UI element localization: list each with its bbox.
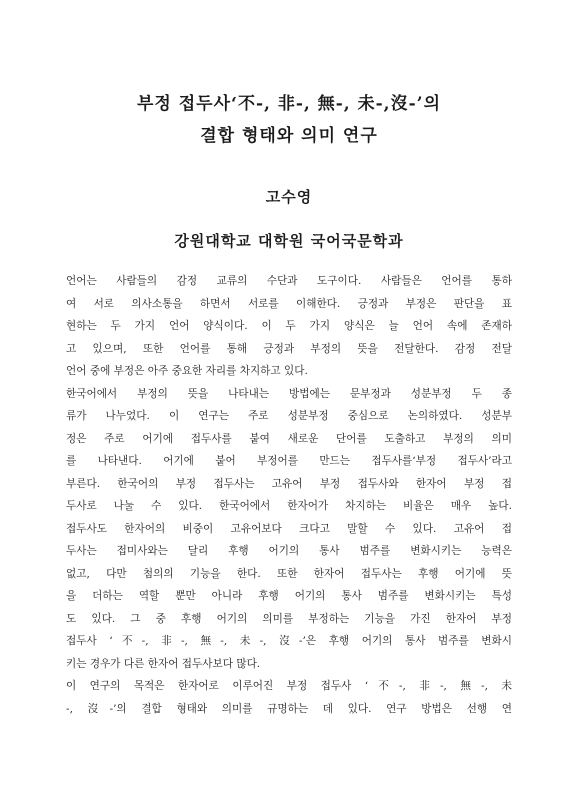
abstract-line: 이 연구의 목적은 한자어로 이루어진 부정 접두사 ‘不-, 非-, 無-, 未 — [66, 680, 512, 692]
abstract-line: 키는 경우가 다른 한자어 접두사보다 많다. — [66, 657, 261, 670]
abstract-line: 정은 주로 어기에 접두사를 붙여 새로운 단어를 도출하고 부정의 의미 — [66, 432, 512, 445]
abstract-line: 두사는 접미사와는 달리 후행 어기의 통사 범주를 변화시키는 능력은 — [66, 545, 512, 557]
abstract-line: 없고, 다만 첨의의 기능을 한다. 또한 한자어 접두사는 후행 어기에 뜻 — [66, 567, 512, 580]
abstract-line: 를 나타낸다. 어기에 붙어 부정어를 만드는 접두사를‘부정 접두사’라고 — [66, 455, 512, 467]
abstract-line: 을 더하는 역할 뿐만 아니라 후행 어기의 통사 범주를 변화시키는 특성 — [66, 590, 512, 602]
abstract-line: 접두사 ‘不-, 非-, 無-, 未-, 沒-’은 후행 어기의 통사 범주를 변화시 — [66, 635, 512, 647]
paper-title-line-2: 결합 형태와 의미 연구 — [200, 126, 378, 146]
abstract-line: 언어는 사람들의 감정 교류의 수단과 도구이다. 사람들은 언어를 통하 — [66, 275, 512, 287]
abstract-line: 접두사도 한자어의 비중이 고유어보다 크다고 말할 수 있다. 고유어 접 — [66, 522, 512, 535]
paper-title-line-1: 부정 접두사‘不-, 非-, 無-, 未-,沒-’의 — [137, 94, 441, 114]
author-name: 고수영 — [265, 188, 313, 206]
abstract-line: 고 있으며, 또한 언어를 통해 긍정과 부정의 뜻을 전달한다. 감정 전달 — [66, 342, 512, 355]
abstract-line: -, 沒-’의 결합 형태와 의미를 규명하는 데 있다. 연구 방법은 선행 연 — [66, 702, 512, 715]
abstract-line: 한국어에서 부정의 뜻을 나타내는 방법에는 문부정과 성분부정 두 종 — [66, 387, 512, 400]
author-affiliation: 강원대학교 대학원 국어국문학과 — [174, 232, 404, 250]
abstract-line: 여 서로 의사소통을 하면서 서로를 이해한다. 긍정과 부정은 판단을 표 — [66, 297, 512, 310]
abstract-line: 현하는 두 가지 언어 양식이다. 이 두 가지 양식은 늘 언어 속에 존재하 — [66, 320, 512, 332]
abstract-line: 도 있다. 그 중 후행 어기의 의미를 부정하는 기능을 가진 한자어 부정 — [66, 612, 512, 625]
abstract-line: 류가 나누었다. 이 연구는 주로 성분부정 중심으로 논의하였다. 성분부 — [66, 410, 512, 422]
abstract-body — [66, 270, 512, 720]
abstract-line: 언어 중에 부정은 아주 중요한 자리를 차지하고 있다. — [66, 365, 308, 377]
abstract-line: 두사로 나눌 수 있다. 한국어에서 한자어가 차지하는 비율은 매우 높다. — [66, 500, 512, 512]
abstract-line: 부른다. 한국어의 부정 접두사는 고유어 부정 접두사와 한자어 부정 접 — [66, 477, 512, 490]
